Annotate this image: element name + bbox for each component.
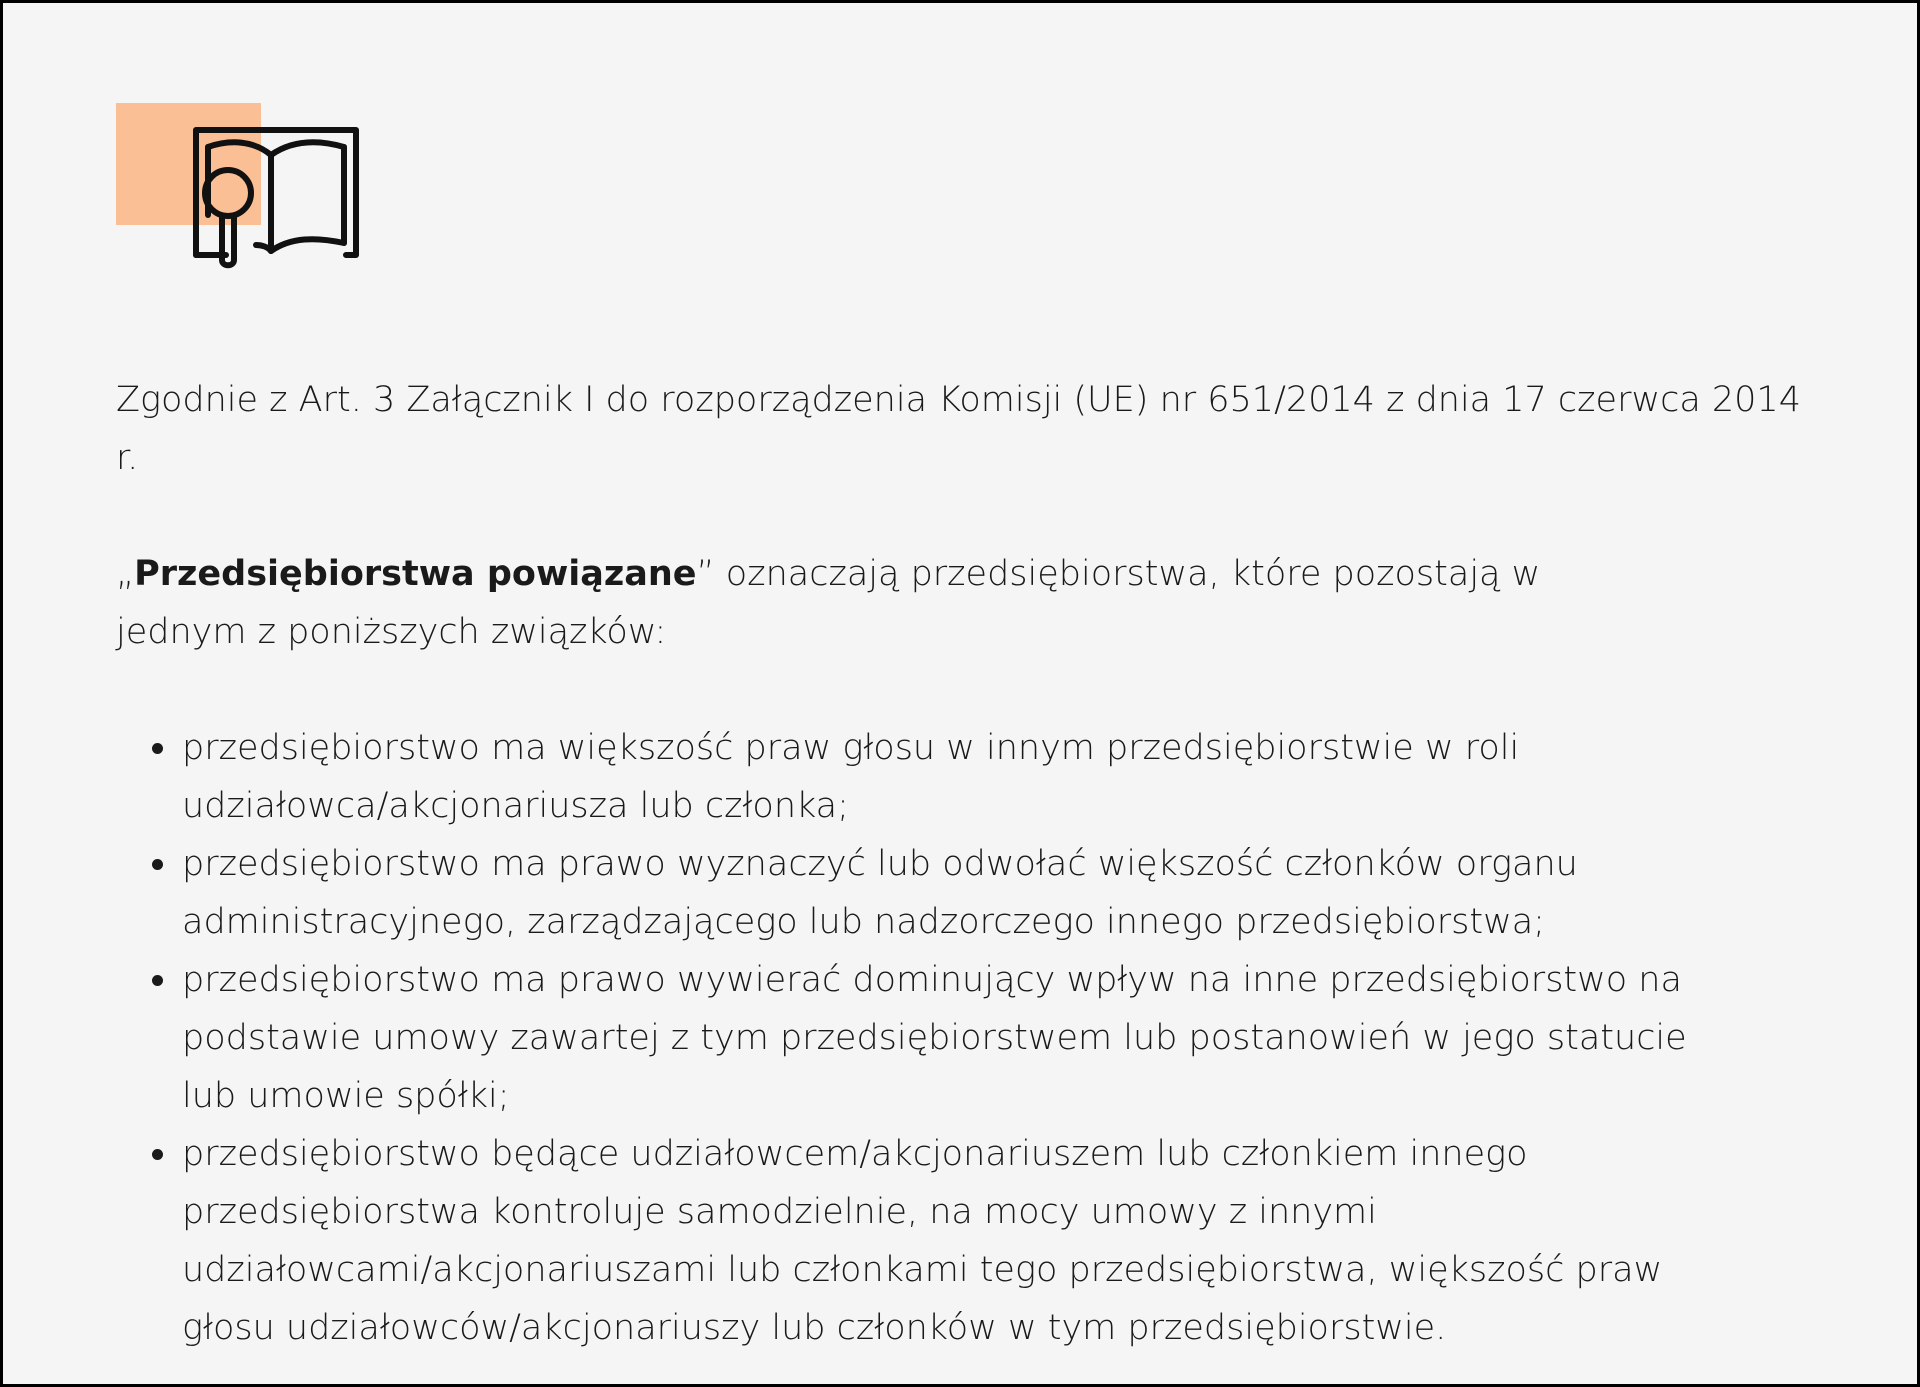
list-item	[116, 951, 1746, 1125]
relationship-list	[116, 719, 1816, 1357]
list-item-text: przedsiębiorstwo będące udziałowcem/akcjonariuszem lub członkiem innego przedsiębiorstwa kontroluje samodzielnie, na mocy umowy z innymi udziałowcami/akcjonariuszami lub członkami tego przedsiębiorstwa, większość praw głosu udziałowców/akcjonariuszy lub członków w tym przedsiębiorstwie.	[182, 1134, 1663, 1348]
book-with-magnifier-icon	[186, 125, 366, 275]
bullet-icon	[152, 743, 163, 754]
bullet-icon	[152, 975, 163, 986]
list-item	[116, 835, 1746, 951]
definition-text: ” oznaczają przedsiębiorstwa, które pozostają w jednym z poniższych związków:	[116, 554, 1541, 652]
definition-paragraph	[116, 545, 1676, 661]
open-quote: „	[116, 554, 135, 594]
bullet-icon	[152, 1149, 163, 1160]
list-item-text: przedsiębiorstwo ma prawo wyznaczyć lub odwołać większość członków organu administracyjnego, zarządzającego lub nadzorczego innego przedsiębiorstwa;	[182, 844, 1578, 942]
list-item	[116, 1125, 1746, 1357]
icon-group	[116, 103, 366, 278]
document-body	[116, 371, 1816, 1357]
list-item-text: przedsiębiorstwo ma prawo wywierać dominujący wpływ na inne przedsiębiorstwo na podstawie umowy zawartej z tym przedsiębiorstwem lub postanowień w jego statucie lub umowie spółki;	[182, 960, 1687, 1116]
defined-term: Przedsiębiorstwa powiązane	[134, 554, 697, 594]
bullet-icon	[152, 859, 163, 870]
legal-basis-text: Zgodnie z Art. 3 Załącznik I do rozporządzenia Komisji (UE) nr 651/2014 z dnia 17 czerwca 2014 r.	[116, 380, 1801, 478]
list-item-text: przedsiębiorstwo ma większość praw głosu w innym przedsiębiorstwie w roli udziałowca/akcjonariusza lub członka;	[182, 728, 1520, 826]
list-item	[116, 719, 1746, 835]
